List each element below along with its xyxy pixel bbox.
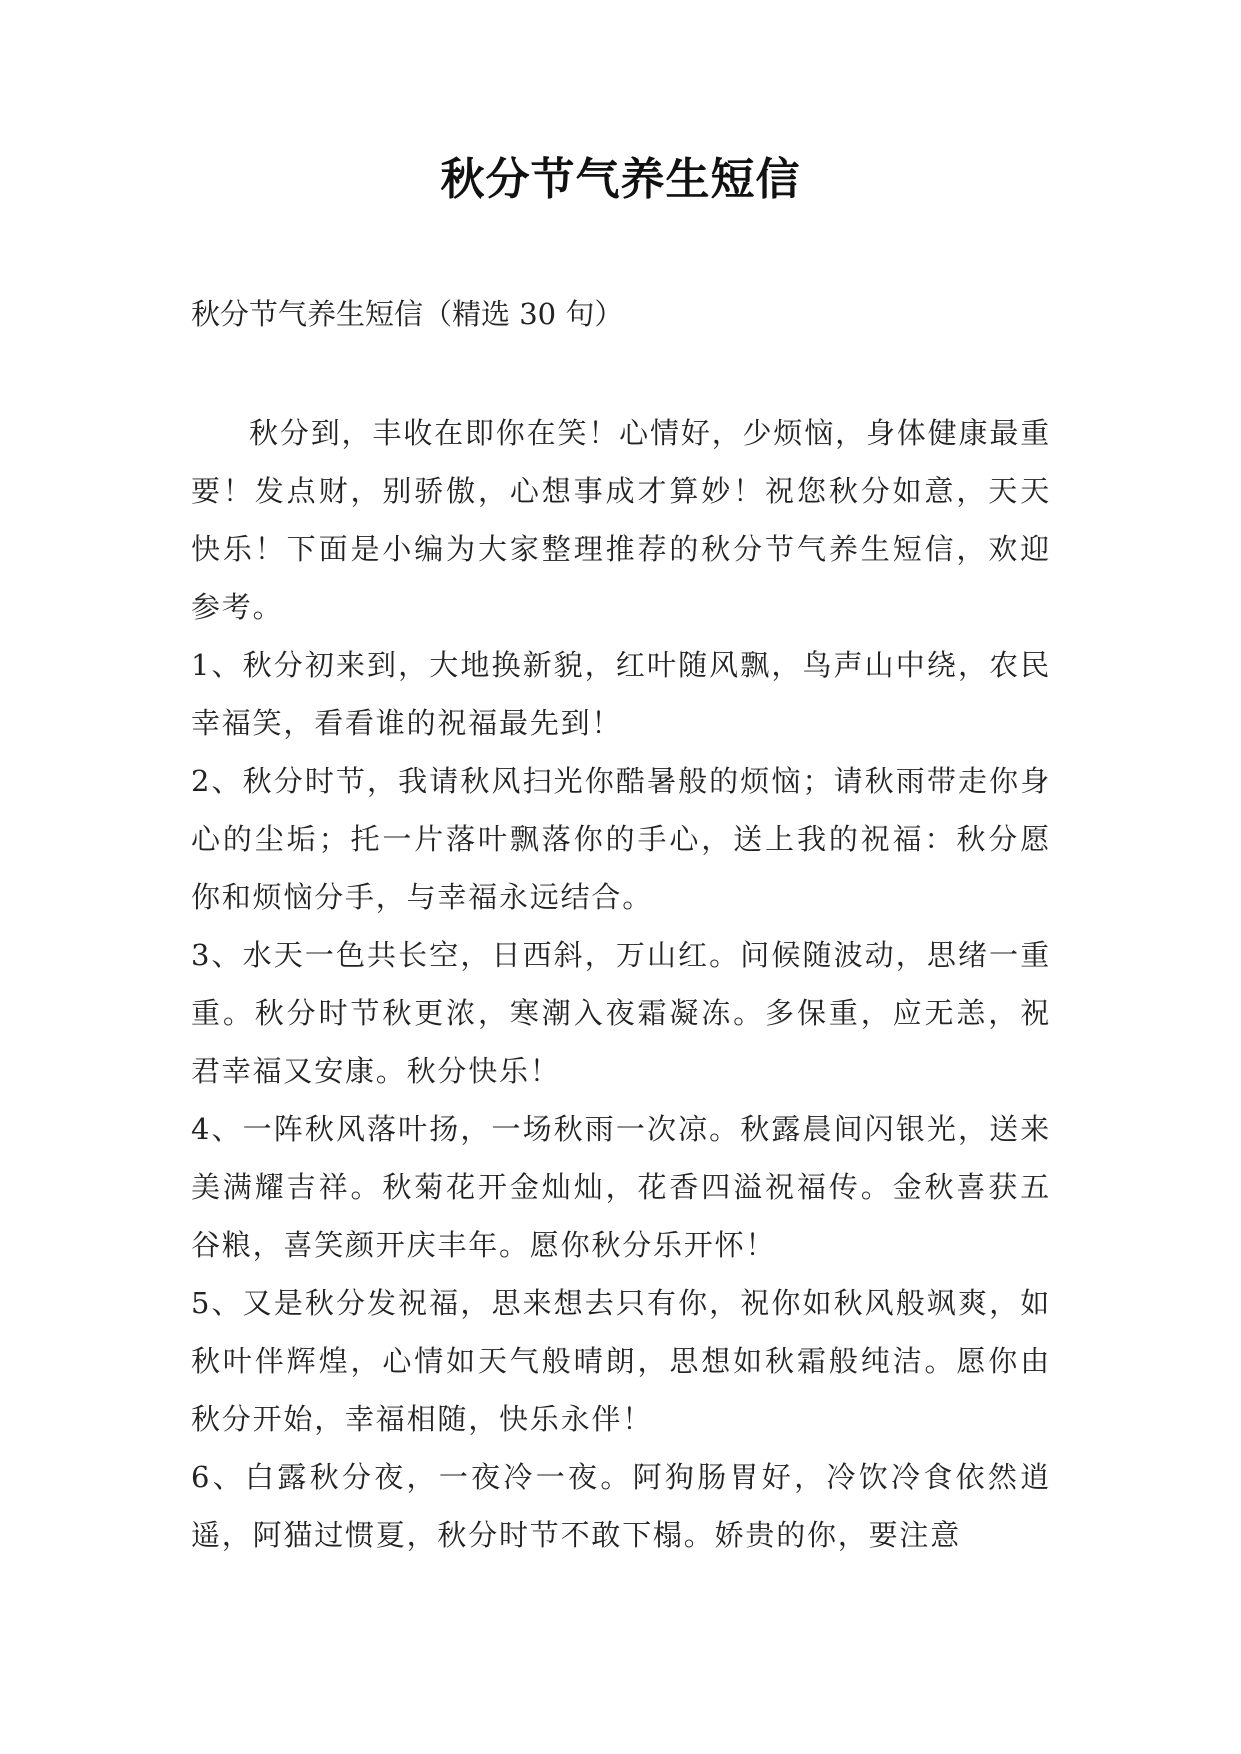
intro-paragraph: 秋分到，丰收在即你在笑！心情好，少烦恼，身体健康最重要！发点财，别骄傲，心想事成才算妙！祝您秋分如意，天天快乐！下面是小编为大家整理推荐的秋分节气养生短信，欢迎参考。 <box>191 416 1051 624</box>
list-item: 6、白露秋分夜，一夜冷一夜。阿狗肠胃好，冷饮冷食依然逍遥，阿猫过惯夏，秋分时节不敢下榻。娇贵的你，要注意 <box>191 1460 1051 1552</box>
document-subtitle: 秋分节气养生短信（精选 30 句） <box>191 297 624 331</box>
document-body <box>191 404 1051 1564</box>
list-item: 5、又是秋分发祝福，思来想去只有你，祝你如秋风般飒爽，如秋叶伴辉煌，心情如天气般晴朗，思想如秋霜般纯洁。愿你由秋分开始，幸福相随，快乐永伴！ <box>191 1286 1051 1436</box>
list-item: 4、一阵秋风落叶扬，一场秋雨一次凉。秋露晨间闪银光，送来美满耀吉祥。秋菊花开金灿灿，花香四溢祝福传。金秋喜获五谷粮，喜笑颜开庆丰年。愿你秋分乐开怀！ <box>191 1112 1051 1262</box>
list-item: 3、水天一色共长空，日西斜，万山红。问候随波动，思绪一重重。秋分时节秋更浓，寒潮入夜霜凝冻。多保重，应无恙，祝君幸福又安康。秋分快乐！ <box>191 938 1051 1088</box>
document-title: 秋分节气养生短信 <box>440 154 801 205</box>
list-item: 2、秋分时节，我请秋风扫光你酷暑般的烦恼；请秋雨带走你身心的尘垢；托一片落叶飘落你的手心，送上我的祝福：秋分愿你和烦恼分手，与幸福永远结合。 <box>191 764 1051 914</box>
list-item: 1、秋分初来到，大地换新貌，红叶随风飘，鸟声山中绕，农民幸福笑，看看谁的祝福最先到！ <box>191 648 1051 740</box>
